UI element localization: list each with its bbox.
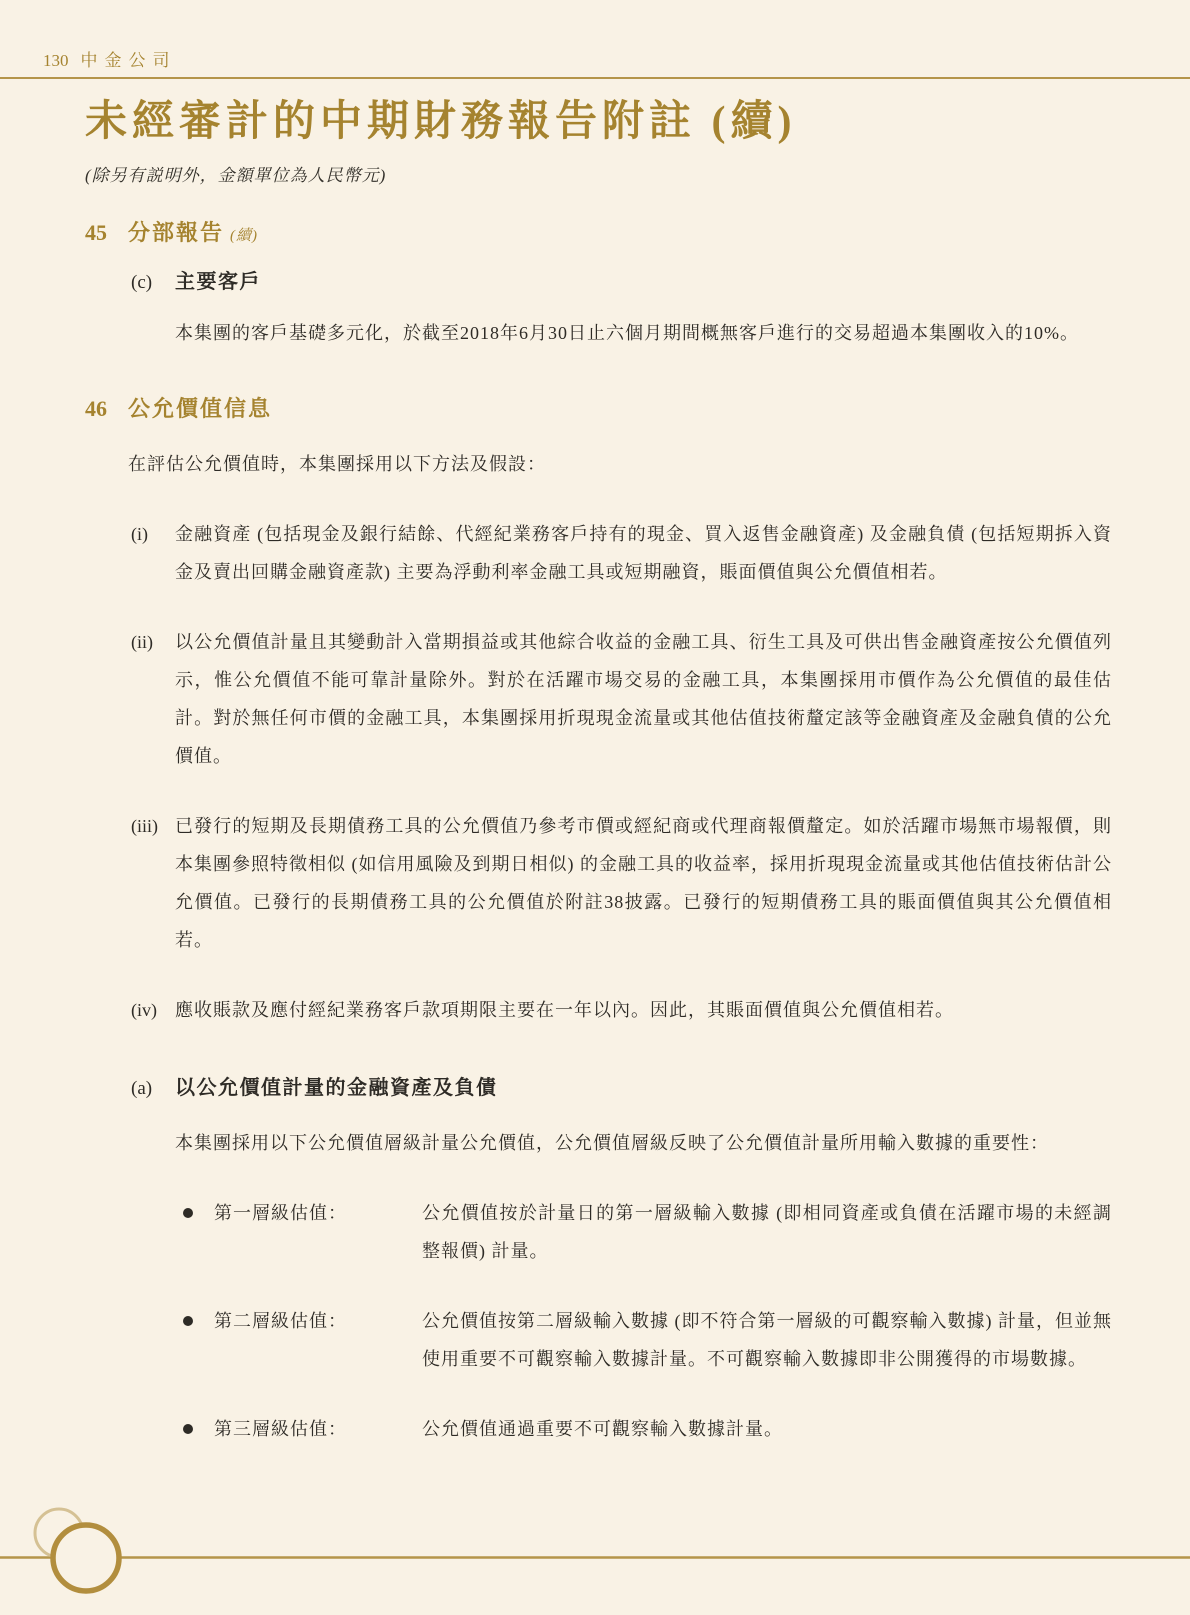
section-45-number: 45 — [85, 219, 107, 245]
list-item-iii-text: 已發行的短期及長期債務工具的公允價值乃參考市價或經紀商或代理商報價釐定。如於活躍市場無市場報價，則本集團參照特徵相似 (如信用風險及到期日相似) 的金融工具的收益率，採用折現現金流量或其他估值技術估計公允價值。已發行的長期債務工具的公允價值於附註38披露。已發行的短期債務工具的賬面價值與其公允價值相若。 — [175, 815, 1112, 950]
document-body — [85, 96, 1112, 1448]
bullet-icon — [183, 1208, 193, 1218]
level-3-label: 第三層級估值： — [214, 1418, 347, 1439]
subsection-c-heading — [131, 265, 1112, 294]
list-item-iv-text: 應收賬款及應付經紀業務客戶款項期限主要在一年以內。因此，其賬面價值與公允價值相若。 — [175, 999, 954, 1020]
list-item-iii-marker: (iii) — [131, 815, 158, 836]
subsection-c-body: 本集團的客戶基礎多元化，於截至2018年6月30日止六個月期間概無客戶進行的交易超過本集團收入的10%。 — [175, 322, 1079, 343]
level-1-text: 公允價值按於計量日的第一層級輸入數據 (即相同資產或負債在活躍市場的未經調整報價) 計量。 — [422, 1202, 1112, 1261]
section-46-title: 公允價值信息 — [128, 395, 273, 421]
list-item-i — [131, 515, 1112, 591]
section-45-title: 分部報告 — [128, 219, 225, 245]
company-name: 中金公司 — [80, 51, 177, 70]
page-title: 未經審計的中期財務報告附註 (續) — [85, 99, 797, 145]
section-46-number: 46 — [85, 395, 107, 421]
bullet-icon — [183, 1424, 193, 1434]
subsection-a-label: (a) — [131, 1077, 153, 1099]
subsection-c-title: 主要客戶 — [175, 270, 261, 293]
level-2-label: 第二層級估值： — [214, 1310, 347, 1331]
list-item-iv — [131, 991, 1112, 1029]
list-item-i-text: 金融資產 (包括現金及銀行結餘、代經紀業務客戶持有的現金、買入返售金融資產) 及金融負債 (包括短期拆入資金及賣出回購金融資產款) 主要為浮動利率金融工具或短期融資，賬面價值與公允價值相若。 — [175, 523, 1112, 582]
page-number: 130 — [43, 51, 69, 70]
list-item-i-marker: (i) — [131, 523, 148, 544]
section-45-heading — [85, 216, 1112, 247]
section-46-heading — [85, 392, 1112, 423]
section-45-continued-suffix: (續) — [230, 227, 259, 244]
currency-note: (除另有説明外，金額單位為人民幣元) — [85, 165, 387, 185]
fair-value-level-1 — [183, 1194, 1112, 1270]
subsection-a-heading — [131, 1071, 1112, 1100]
subsection-a-title: 以公允價值計量的金融資產及負債 — [175, 1076, 498, 1099]
footer-decoration-circles — [0, 1490, 1190, 1615]
section-46-intro: 在評估公允價值時，本集團採用以下方法及假設： — [128, 453, 546, 474]
fair-value-level-3 — [183, 1410, 1112, 1448]
level-2-text: 公允價值按第二層級輸入數據 (即不符合第一層級的可觀察輸入數據) 計量，但並無使用重要不可觀察輸入數據計量。不可觀察輸入數據即非公開獲得的市場數據。 — [422, 1310, 1112, 1369]
header-rule — [0, 77, 1190, 79]
list-item-iv-marker: (iv) — [131, 999, 157, 1020]
list-item-ii-text: 以公允價值計量且其變動計入當期損益或其他綜合收益的金融工具、衍生工具及可供出售金融資產按公允價值列示，惟公允價值不能可靠計量除外。對於在活躍市場交易的金融工具，本集團採用市價作為公允價值的最佳估計。對於無任何市價的金融工具，本集團採用折現現金流量或其他估值技術釐定該等金融資產及金融負債的公允價值。 — [175, 631, 1112, 766]
bullet-icon — [183, 1316, 193, 1326]
list-item-ii-marker: (ii) — [131, 631, 153, 652]
list-item-iii — [131, 807, 1112, 959]
list-item-ii — [131, 623, 1112, 775]
subsection-a-intro: 本集團採用以下公允價值層級計量公允價值，公允價值層級反映了公允價值計量所用輸入數據的重要性： — [175, 1132, 1049, 1153]
level-1-label: 第一層級估值： — [214, 1202, 347, 1223]
level-3-text: 公允價值通過重要不可觀察輸入數據計量。 — [422, 1418, 783, 1439]
subsection-c-label: (c) — [131, 271, 153, 293]
fair-value-level-2 — [183, 1302, 1112, 1378]
page-header — [43, 46, 177, 71]
